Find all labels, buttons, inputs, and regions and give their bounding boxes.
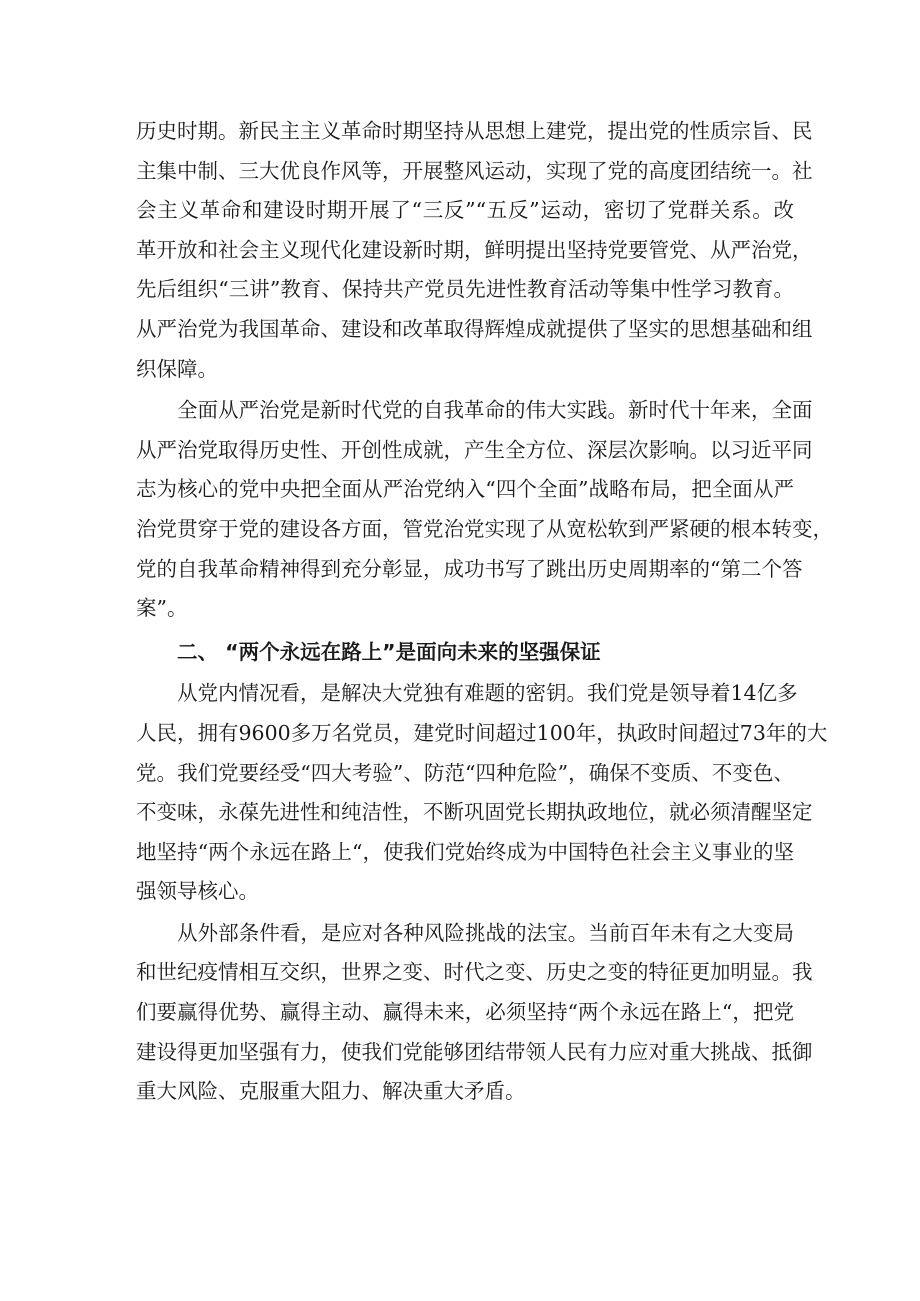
text-line: 从严治党取得历史性、开创性成就，产生全方位、深层次影响。以习近平同: [136, 437, 813, 462]
text-line: 党的自我革命精神得到充分彰显，成功书写了跳出历史周期率的“第二个答: [136, 556, 803, 581]
text-line: 志为核心的党中央把全面从严治党纳入“四个全面”战略布局，把全面从严: [136, 477, 794, 502]
text-line: 治党贯穿于党的建设各方面，管党治党实现了从宽松软到严紧硬的根本转变，: [136, 516, 833, 541]
paragraph-internal-conditions: [136, 674, 828, 912]
text-line: 会主义革命和建设时期开展了“三反”“五反”运动，密切了党群关系。改: [136, 198, 794, 223]
text-line: 人民，拥有9600多万名党员，建党时间超过100年，执政时间超过73年的大: [136, 720, 828, 745]
text-line: 革开放和社会主义现代化建设新时期，鲜明提出坚持党要管党、从严治党，: [136, 237, 813, 262]
text-line: 从党内情况看，是解决大党独有难题的密钥。我们党是领导着14亿多: [177, 681, 798, 706]
text-line: 们要赢得优势、赢得主动、赢得未来，必须坚持“两个永远在路上“，把党: [136, 1000, 794, 1025]
paragraph-history-periods: [136, 112, 813, 389]
text-line: 建设得更加坚强有力，使我们党能够团结带领人民有力应对重大挑战、抵御: [136, 1039, 813, 1064]
text-line: 历史时期。新民主主义革命时期坚持从思想上建党，提出党的性质宗旨、民: [136, 119, 813, 143]
document-page: [136, 112, 833, 1112]
text-line: 党。我们党要经受“四大考验”、防范“四种危险”，确保不变质、不变色、: [136, 760, 794, 785]
text-line: 织保障。: [136, 356, 218, 381]
text-line: 和世纪疫情相互交织，世界之变、时代之变、历史之变的特征更加明显。我: [136, 960, 813, 985]
text-line: 全面从严治党是新时代党的自我革命的伟大实践。新时代十年来，全面: [177, 398, 813, 423]
text-line: 强领导核心。: [136, 879, 259, 904]
text-line: 主集中制、三大优良作风等，开展整风运动，实现了党的高度团结统一。社: [136, 158, 813, 183]
section-heading: 二、 “两个永远在路上”是面向未来的坚强保证: [177, 639, 601, 664]
text-line: 地坚持“两个永远在路上“，使我们党始终成为中国特色社会主义事业的坚: [136, 839, 794, 864]
text-line: 不变味，永葆先进性和纯洁性，不断巩固党长期执政地位，就必须清醒坚定: [136, 800, 813, 825]
paragraph-external-conditions: [136, 914, 813, 1112]
text-line: 案”。: [136, 596, 188, 621]
text-line: 先后组织“三讲”教育、保持共产党员先进性教育活动等集中性学习教育。: [136, 277, 794, 302]
text-line: 从严治党为我国革命、建设和改革取得辉煌成就提供了坚实的思想基础和组: [136, 316, 813, 341]
text-line: 从外部条件看，是应对各种风险挑战的法宝。当前百年未有之大变局: [177, 920, 794, 945]
text-line: 重大风险、克服重大阻力、解决重大矛盾。: [136, 1079, 526, 1104]
paragraph-new-era: [136, 391, 833, 629]
